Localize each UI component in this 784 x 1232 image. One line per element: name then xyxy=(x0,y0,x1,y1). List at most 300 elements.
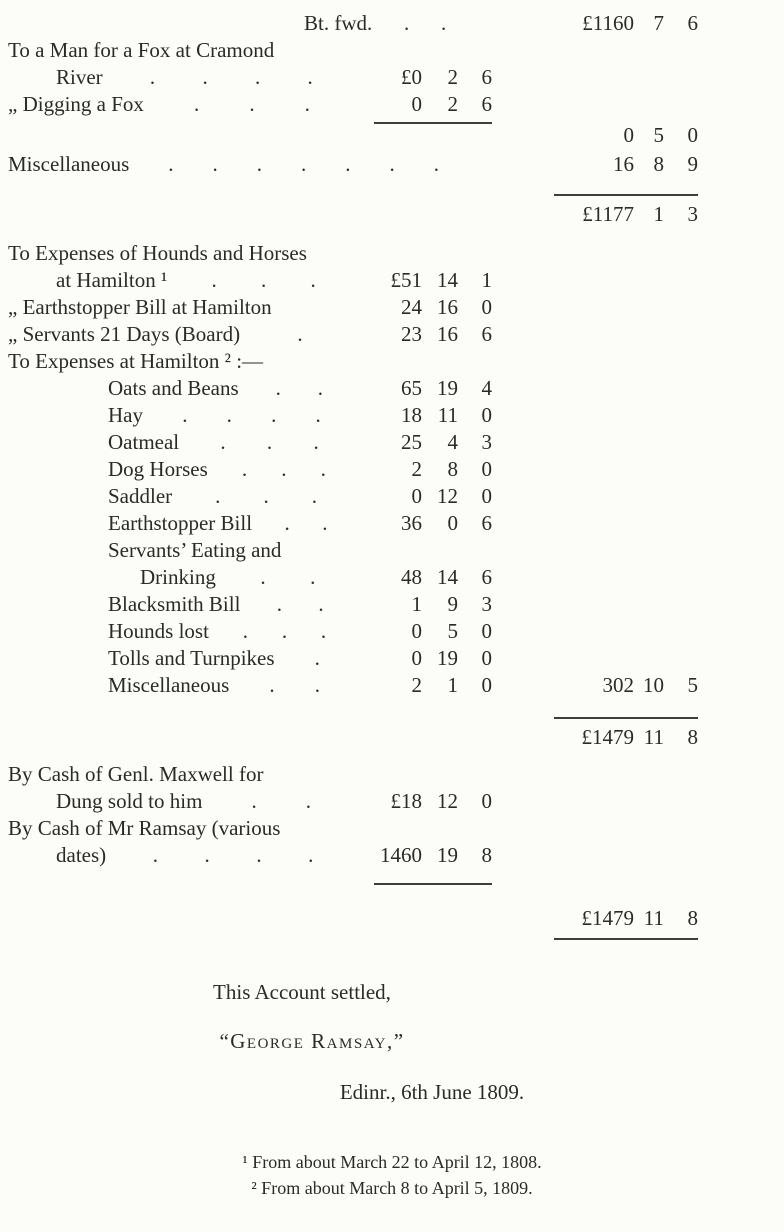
outer-pence xyxy=(664,456,698,483)
ledger-row xyxy=(8,10,698,37)
inner-pence: 0 xyxy=(481,403,492,427)
dot-leader xyxy=(252,510,366,537)
column-gap xyxy=(492,883,554,895)
outer-pounds: £1479 xyxy=(554,717,634,751)
outer-shillings xyxy=(634,375,664,402)
leader-dot: . xyxy=(256,152,263,176)
dot-leader xyxy=(275,645,366,672)
outer-shillings xyxy=(634,429,664,456)
column-gap xyxy=(492,510,554,537)
row-desc xyxy=(8,10,492,37)
row-desc-text: Dung sold to him xyxy=(56,789,203,813)
row-desc xyxy=(8,842,374,869)
dot-leader xyxy=(216,564,366,591)
row-desc-text: Hounds lost xyxy=(108,619,209,643)
inner-pounds: 1460 xyxy=(380,843,422,867)
ledger-row xyxy=(8,905,698,932)
inner-pounds xyxy=(374,761,422,788)
row-desc-text: Saddler xyxy=(108,484,173,508)
inner-pence: 0 xyxy=(481,484,492,508)
inner-shillings: 12 xyxy=(437,789,458,813)
dot-leader xyxy=(208,456,366,483)
dateline: Edinr., 6th June 1809. xyxy=(339,1080,525,1104)
column-gap xyxy=(492,91,554,118)
outer-pence xyxy=(664,483,698,510)
column-gap xyxy=(492,483,554,510)
ledger-row xyxy=(8,375,698,402)
outer-pence xyxy=(664,510,698,537)
outer-pounds xyxy=(554,761,634,788)
column-gap xyxy=(492,267,554,294)
inner-pounds xyxy=(374,537,422,564)
leader-dot: . xyxy=(315,403,321,427)
inner-pounds: £51 xyxy=(390,268,422,292)
outer-pounds: £1479 xyxy=(581,906,634,930)
outer-shillings xyxy=(634,510,664,537)
inner-shillings: 19 xyxy=(437,843,458,867)
inner-shillings xyxy=(422,905,458,932)
outer-pence: 8 xyxy=(687,906,698,930)
outer-pence xyxy=(664,429,698,456)
outer-pounds xyxy=(554,591,634,618)
leader-dot: . xyxy=(251,789,257,813)
leader-dot: . xyxy=(211,268,217,292)
outer-pence xyxy=(664,645,698,672)
leader-dot: . xyxy=(249,92,255,116)
ledger-row xyxy=(8,618,698,645)
row-desc-text: By Cash of Mr Ramsay (various xyxy=(8,816,281,840)
inner-pence xyxy=(458,761,492,788)
dot-leader xyxy=(240,591,366,618)
ledger-row xyxy=(8,64,698,91)
outer-pounds xyxy=(554,510,634,537)
leader-dot: . xyxy=(311,484,317,508)
dot-leader xyxy=(172,483,366,510)
outer-pounds xyxy=(554,240,634,267)
ledger-row xyxy=(8,151,698,178)
leader-dot: . xyxy=(266,430,273,454)
dot-leader xyxy=(106,842,366,869)
inner-pence xyxy=(458,905,492,932)
column-gap xyxy=(492,64,554,91)
outer-pounds xyxy=(554,64,634,91)
outer-pounds xyxy=(554,938,634,950)
outer-shillings xyxy=(634,564,664,591)
footnotes xyxy=(0,1149,784,1201)
leader-dot: . xyxy=(310,565,316,589)
row-desc-text: „ Earthstopper Bill at Hamilton xyxy=(8,295,272,319)
inner-pence xyxy=(458,122,492,149)
leader-dot: . xyxy=(220,430,226,454)
ledger-row xyxy=(8,842,698,869)
signature-line: “George Ramsay,” xyxy=(219,1029,405,1053)
leader-dot: . xyxy=(202,65,208,89)
leader-dot: . xyxy=(307,65,313,89)
leader-dot: . xyxy=(212,152,218,176)
row-desc xyxy=(8,429,374,456)
outer-pence: 9 xyxy=(687,152,698,176)
inner-shillings: 9 xyxy=(447,592,458,616)
ledger-row xyxy=(8,717,698,751)
outer-pounds xyxy=(554,483,634,510)
column-gap xyxy=(492,321,554,348)
inner-shillings: 1 xyxy=(447,673,458,697)
inner-shillings xyxy=(422,37,458,64)
inner-pence: 6 xyxy=(481,65,492,89)
outer-shillings xyxy=(634,618,664,645)
dot-leader xyxy=(129,151,484,178)
column-gap xyxy=(492,37,554,64)
outer-pence xyxy=(664,240,698,267)
inner-pence: 0 xyxy=(481,457,492,481)
outer-shillings xyxy=(634,321,664,348)
row-desc xyxy=(8,717,374,751)
inner-pounds xyxy=(374,122,422,149)
leader-dot: . xyxy=(314,646,320,670)
column-gap xyxy=(492,456,554,483)
outer-shillings xyxy=(634,240,664,267)
dot-leader xyxy=(167,267,366,294)
row-desc xyxy=(8,883,374,895)
column-gap xyxy=(492,564,554,591)
row-desc-text: at Hamilton ¹ xyxy=(56,268,168,292)
account-ledger xyxy=(8,10,698,950)
column-gap xyxy=(492,618,554,645)
dot-leader xyxy=(240,321,366,348)
row-desc xyxy=(8,375,374,402)
ledger-row xyxy=(8,429,698,456)
column-gap xyxy=(492,788,554,815)
inner-pounds: 18 xyxy=(401,403,422,427)
ledger-row xyxy=(8,815,698,842)
dot-leader xyxy=(103,64,366,91)
inner-shillings: 14 xyxy=(437,565,458,589)
outer-shillings xyxy=(634,483,664,510)
leader-dot: . xyxy=(297,322,303,346)
inner-pounds: 2 xyxy=(411,673,422,697)
inner-pence: 3 xyxy=(481,430,492,454)
inner-pounds xyxy=(374,815,422,842)
inner-pounds xyxy=(374,717,422,751)
ledger-row xyxy=(8,37,698,64)
inner-shillings: 2 xyxy=(447,65,458,89)
leader-dot: . xyxy=(215,484,221,508)
row-desc xyxy=(8,151,492,178)
outer-pence xyxy=(664,883,698,895)
inner-shillings xyxy=(422,717,458,751)
outer-pence xyxy=(664,842,698,869)
leader-dot: . xyxy=(271,403,277,427)
row-desc xyxy=(8,294,374,321)
dot-leader xyxy=(209,618,366,645)
row-desc-text: Miscellaneous xyxy=(108,673,230,697)
inner-pence: 3 xyxy=(481,592,492,616)
row-desc-text: Oats and Beans xyxy=(108,376,239,400)
row-desc-text: Tolls and Turnpikes xyxy=(108,646,275,670)
ledger-row xyxy=(8,456,698,483)
outer-pence xyxy=(664,815,698,842)
outer-shillings xyxy=(634,91,664,118)
outer-pounds xyxy=(554,645,634,672)
row-desc xyxy=(8,240,374,267)
inner-pounds xyxy=(374,348,422,375)
column-gap xyxy=(492,842,554,869)
inner-shillings xyxy=(422,194,458,228)
inner-pounds: 24 xyxy=(401,295,422,319)
ledger-row xyxy=(8,672,698,699)
inner-shillings xyxy=(422,883,458,895)
row-desc xyxy=(8,483,374,510)
outer-shillings: 7 xyxy=(653,11,664,35)
row-desc xyxy=(8,64,374,91)
outer-shillings xyxy=(634,64,664,91)
outer-pounds: £1160 xyxy=(582,11,634,35)
inner-shillings: 14 xyxy=(437,268,458,292)
outer-pence xyxy=(664,591,698,618)
ledger-row xyxy=(8,883,698,895)
ledger-row xyxy=(8,348,698,375)
outer-pence xyxy=(664,294,698,321)
inner-shillings xyxy=(422,537,458,564)
leader-dot: . xyxy=(242,619,249,643)
column-gap xyxy=(492,240,554,267)
inner-pounds: 0 xyxy=(411,484,422,508)
outer-pounds xyxy=(554,564,634,591)
leader-dot: . xyxy=(314,673,320,697)
outer-shillings xyxy=(634,591,664,618)
outer-shillings xyxy=(634,938,664,950)
inner-pence xyxy=(458,537,492,564)
dot-leader xyxy=(372,10,484,37)
inner-pounds: 2 xyxy=(411,457,422,481)
outer-shillings xyxy=(634,267,664,294)
ledger-row xyxy=(8,761,698,788)
outer-pence xyxy=(664,788,698,815)
row-desc-text: Blacksmith Bill xyxy=(108,592,241,616)
row-desc xyxy=(8,591,374,618)
outer-shillings: 1 xyxy=(634,194,664,228)
outer-shillings xyxy=(634,645,664,672)
leader-dot: . xyxy=(204,843,210,867)
leader-dot: . xyxy=(322,511,328,535)
outer-shillings xyxy=(634,537,664,564)
leader-dot: . xyxy=(182,403,188,427)
inner-pence: 6 xyxy=(481,92,492,116)
leader-dot: . xyxy=(254,65,261,89)
leader-dot: . xyxy=(269,673,275,697)
inner-shillings: 12 xyxy=(437,484,458,508)
outer-pounds: 16 xyxy=(613,152,634,176)
outer-pounds xyxy=(554,883,634,895)
outer-pounds xyxy=(554,842,634,869)
inner-pence: 6 xyxy=(481,322,492,346)
column-gap xyxy=(492,672,554,699)
row-desc-text: To Expenses of Hounds and Horses xyxy=(8,241,307,265)
leader-dot: . xyxy=(149,65,156,89)
leader-dot: . xyxy=(317,376,324,400)
ledger-row xyxy=(8,91,698,118)
leader-dot: . xyxy=(241,457,248,481)
row-desc xyxy=(8,402,374,429)
leader-dot: . xyxy=(261,268,267,292)
leader-dot: . xyxy=(313,430,319,454)
leader-dot: . xyxy=(152,843,158,867)
outer-pence xyxy=(664,91,698,118)
inner-pounds xyxy=(374,883,422,895)
inner-shillings: 4 xyxy=(447,430,458,454)
row-desc-text: dates) xyxy=(56,843,107,867)
row-desc-text: Oatmeal xyxy=(108,430,180,454)
column-gap xyxy=(492,348,554,375)
outer-shillings xyxy=(634,883,664,895)
leader-dot: . xyxy=(301,152,307,176)
inner-shillings: 8 xyxy=(447,457,458,481)
footnote-2: ² From about March 8 to April 5, 1809. xyxy=(251,1178,533,1198)
row-desc-text: „ Digging a Fox xyxy=(8,92,144,116)
row-desc-text: Hay xyxy=(108,403,143,427)
row-desc xyxy=(8,938,374,950)
inner-shillings xyxy=(422,240,458,267)
dot-leader xyxy=(202,788,366,815)
column-gap xyxy=(492,815,554,842)
inner-pounds: 1 xyxy=(411,592,422,616)
leader-dot: . xyxy=(441,11,447,35)
outer-shillings: 10 xyxy=(643,673,664,697)
outer-shillings: 11 xyxy=(634,717,664,751)
inner-shillings xyxy=(422,761,458,788)
row-desc xyxy=(8,537,374,564)
column-gap xyxy=(492,537,554,564)
row-desc-text: By Cash of Genl. Maxwell for xyxy=(8,762,264,786)
ledger-row xyxy=(8,938,698,950)
leader-dot: . xyxy=(304,92,310,116)
row-desc xyxy=(8,905,374,932)
outer-pence xyxy=(664,618,698,645)
outer-shillings: 8 xyxy=(653,152,664,176)
outer-pounds xyxy=(554,348,634,375)
inner-pounds xyxy=(374,37,422,64)
outer-pounds xyxy=(554,537,634,564)
inner-pounds: 25 xyxy=(401,430,422,454)
row-desc-text: To a Man for a Fox at Cramond xyxy=(8,38,275,62)
column-gap xyxy=(492,122,554,149)
leader-dot: . xyxy=(263,484,269,508)
outer-pounds xyxy=(554,91,634,118)
row-desc xyxy=(8,37,374,64)
inner-shillings: 2 xyxy=(447,92,458,116)
inner-pounds: 0 xyxy=(411,92,422,116)
dot-leader xyxy=(143,402,366,429)
leader-dot: . xyxy=(318,592,324,616)
column-gap xyxy=(492,905,554,932)
outer-pounds xyxy=(554,294,634,321)
inner-pence xyxy=(458,348,492,375)
inner-pounds: 0 xyxy=(411,619,422,643)
outer-shillings: 5 xyxy=(653,123,664,147)
inner-pence: 1 xyxy=(481,268,492,292)
leader-dot: . xyxy=(320,457,326,481)
outer-pence: 0 xyxy=(687,123,698,147)
outer-pounds xyxy=(554,321,634,348)
outer-pounds xyxy=(554,788,634,815)
column-gap xyxy=(492,761,554,788)
dot-leader xyxy=(239,375,366,402)
inner-pence: 0 xyxy=(481,295,492,319)
ledger-row xyxy=(8,194,698,228)
inner-shillings: 19 xyxy=(437,646,458,670)
leader-dot: . xyxy=(404,11,410,35)
outer-pence xyxy=(664,375,698,402)
ledger-row xyxy=(8,122,698,149)
inner-pounds xyxy=(374,240,422,267)
outer-pounds: 0 xyxy=(623,123,634,147)
outer-pence xyxy=(664,64,698,91)
leader-dot: . xyxy=(193,92,200,116)
row-desc xyxy=(8,91,374,118)
inner-shillings xyxy=(422,938,458,950)
inner-pounds: 36 xyxy=(401,511,422,535)
dot-leader xyxy=(179,429,366,456)
inner-shillings: 19 xyxy=(437,376,458,400)
inner-shillings: 16 xyxy=(437,322,458,346)
ledger-row xyxy=(8,645,698,672)
row-desc xyxy=(8,348,374,375)
outer-pence xyxy=(664,537,698,564)
leader-dot: . xyxy=(433,152,439,176)
outer-pence xyxy=(664,564,698,591)
inner-pence xyxy=(458,37,492,64)
outer-pence xyxy=(664,321,698,348)
ledger-row xyxy=(8,537,698,564)
outer-shillings xyxy=(634,402,664,429)
row-desc-text: Dog Horses xyxy=(108,457,208,481)
outer-pounds xyxy=(554,37,634,64)
column-gap xyxy=(492,375,554,402)
ledger-row xyxy=(8,267,698,294)
ledger-row xyxy=(8,591,698,618)
outer-pence: 8 xyxy=(664,717,698,751)
column-gap xyxy=(492,10,554,37)
outer-shillings xyxy=(634,456,664,483)
inner-pence: 6 xyxy=(481,511,492,535)
row-desc xyxy=(8,510,374,537)
inner-pounds xyxy=(374,905,422,932)
column-gap xyxy=(492,294,554,321)
inner-pounds: 48 xyxy=(401,565,422,589)
row-desc-text: Servants’ Eating and xyxy=(108,538,282,562)
ledger-row xyxy=(8,402,698,429)
inner-shillings xyxy=(422,348,458,375)
inner-pence: 8 xyxy=(481,843,492,867)
inner-pence xyxy=(458,240,492,267)
column-gap xyxy=(492,938,554,950)
row-desc-text: Bt. fwd. xyxy=(304,11,373,35)
leader-dot: . xyxy=(168,152,174,176)
row-desc xyxy=(8,456,374,483)
dot-leader xyxy=(229,672,366,699)
inner-pounds xyxy=(374,938,422,950)
outer-pounds xyxy=(554,267,634,294)
outer-pence: 6 xyxy=(687,11,698,35)
inner-shillings xyxy=(422,815,458,842)
footnote-1: ¹ From about March 22 to April 12, 1808. xyxy=(242,1152,542,1172)
column-gap xyxy=(492,645,554,672)
outer-pence xyxy=(664,348,698,375)
column-gap xyxy=(492,194,554,228)
row-desc xyxy=(8,788,374,815)
inner-pence xyxy=(458,883,492,895)
row-desc-text: „ Servants 21 Days (Board) xyxy=(8,322,241,346)
